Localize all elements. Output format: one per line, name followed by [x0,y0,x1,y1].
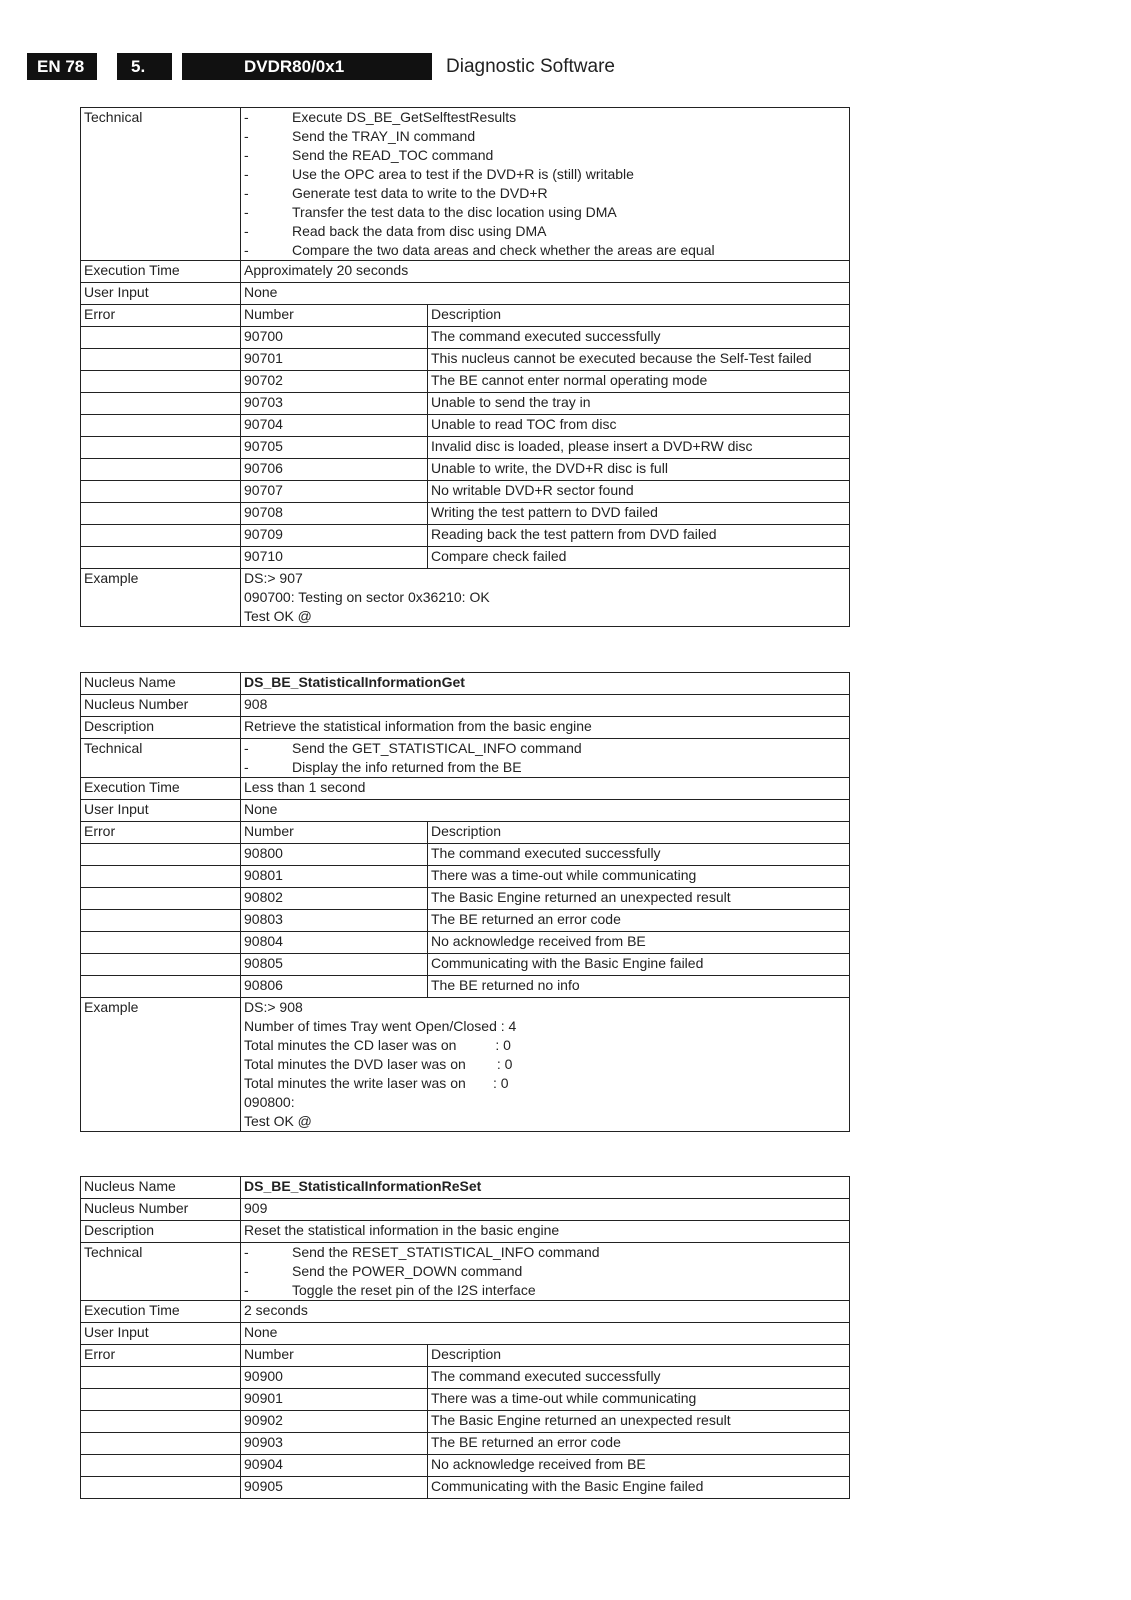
user-input-label: User Input [81,1323,241,1345]
user-input-label: User Input [81,283,241,305]
error-number: 90704 [241,415,428,437]
nucleus-table-909 [80,1176,850,1499]
example-line: Total minutes the write laser was on : 0 [244,1075,509,1091]
page-code: EN 78 [27,53,97,80]
error-label: Error [81,305,241,327]
error-description: Unable to send the tray in [428,393,850,415]
step-dash: - [244,1263,249,1279]
error-row-blank [81,1367,241,1389]
error-description: Unable to read TOC from disc [428,415,850,437]
error-description: No acknowledge received from BE [428,1455,850,1477]
description-label: Description [81,1221,241,1243]
error-number: 90700 [241,327,428,349]
example-line: DS:> 908 [244,999,303,1015]
step-dash: - [244,223,249,239]
nucleus-name-value: DS_BE_StatisticalInformationGet [241,673,850,695]
description-column-header: Description [428,305,850,327]
error-row-blank [81,349,241,371]
error-number: 90702 [241,371,428,393]
technical-step [244,146,846,165]
error-row [81,1367,850,1389]
error-number: 90708 [241,503,428,525]
error-row [81,910,850,932]
step-dash: - [244,759,249,775]
error-description: Communicating with the Basic Engine failed [428,1477,850,1499]
error-row [81,327,850,349]
user-input-value: None [241,1323,850,1345]
nucleus-number-label: Nucleus Number [81,1199,241,1221]
error-number: 90800 [241,844,428,866]
error-row-blank [81,327,241,349]
step-dash: - [244,740,249,756]
error-label: Error [81,1345,241,1367]
technical-step [244,1262,846,1281]
nucleus-table-908 [80,672,850,1132]
technical-steps [241,1243,850,1301]
technical-label: Technical [81,1243,241,1301]
technical-label: Technical [81,739,241,778]
error-description: The command executed successfully [428,1367,850,1389]
user-input-value: None [241,283,850,305]
error-row-blank [81,866,241,888]
technical-step [244,184,846,203]
error-description: Unable to write, the DVD+R disc is full [428,459,850,481]
example-label: Example [81,569,241,627]
error-number: 90801 [241,866,428,888]
step-dash: - [244,1282,249,1298]
error-number: 90900 [241,1367,428,1389]
step-text: Send the GET_STATISTICAL_INFO command [292,740,582,756]
step-text: Transfer the test data to the disc location using DMA [292,204,617,220]
error-row-blank [81,503,241,525]
error-row [81,1433,850,1455]
error-description: The BE returned an error code [428,1433,850,1455]
technical-step [244,222,846,241]
example-line: Total minutes the DVD laser was on : 0 [244,1056,513,1072]
error-row [81,371,850,393]
example-label: Example [81,998,241,1132]
technical-steps [241,739,850,778]
user-input-label: User Input [81,800,241,822]
technical-label: Technical [81,108,241,261]
technical-step [244,203,846,222]
error-description: The BE returned no info [428,976,850,998]
description-value: Reset the statistical information in the basic engine [241,1221,850,1243]
error-number: 90707 [241,481,428,503]
error-row [81,954,850,976]
error-number: 90706 [241,459,428,481]
error-row-blank [81,547,241,569]
error-number: 90802 [241,888,428,910]
error-description: Invalid disc is loaded, please insert a DVD+RW disc [428,437,850,459]
step-dash: - [244,128,249,144]
example-output [241,998,850,1132]
error-description: This nucleus cannot be executed because the Self-Test failed [428,349,850,371]
error-row-blank [81,1411,241,1433]
error-row [81,888,850,910]
execution-time-label: Execution Time [81,778,241,800]
error-row [81,976,850,998]
step-text: Execute DS_BE_GetSelftestResults [292,109,517,125]
error-number: 90904 [241,1455,428,1477]
error-description: The command executed successfully [428,844,850,866]
description-column-header: Description [428,822,850,844]
error-row-blank [81,1433,241,1455]
page-header [27,53,615,80]
error-number: 90705 [241,437,428,459]
nucleus-table-907 [80,107,850,627]
error-row-blank [81,1477,241,1499]
example-line: 090700: Testing on sector 0x36210: OK [244,589,490,605]
step-text: Compare the two data areas and check whether the areas are equal [292,242,715,258]
technical-step [244,108,846,127]
error-description: Writing the test pattern to DVD failed [428,503,850,525]
error-number: 90806 [241,976,428,998]
error-row-blank [81,371,241,393]
nucleus-name-label: Nucleus Name [81,1177,241,1199]
execution-time-value: Less than 1 second [241,778,850,800]
error-row-blank [81,481,241,503]
error-row-blank [81,459,241,481]
error-row [81,415,850,437]
error-number: 90709 [241,525,428,547]
error-description: No acknowledge received from BE [428,932,850,954]
step-dash: - [244,204,249,220]
error-number: 90804 [241,932,428,954]
error-row [81,1411,850,1433]
technical-step [244,739,846,758]
number-column-header: Number [241,822,428,844]
error-row-blank [81,932,241,954]
error-row-blank [81,844,241,866]
error-label: Error [81,822,241,844]
error-row [81,459,850,481]
error-row-blank [81,888,241,910]
nucleus-number-value: 908 [241,695,850,717]
error-number: 90803 [241,910,428,932]
example-line: DS:> 907 [244,570,303,586]
step-text: Generate test data to write to the DVD+R [292,185,548,201]
step-text: Send the RESET_STATISTICAL_INFO command [292,1244,600,1260]
error-row [81,393,850,415]
user-input-value: None [241,800,850,822]
error-description: The Basic Engine returned an unexpected result [428,1411,850,1433]
execution-time-value: 2 seconds [241,1301,850,1323]
error-row [81,349,850,371]
error-description: The Basic Engine returned an unexpected result [428,888,850,910]
error-description: Reading back the test pattern from DVD failed [428,525,850,547]
error-row-blank [81,976,241,998]
error-row [81,844,850,866]
execution-time-value: Approximately 20 seconds [241,261,850,283]
error-description: There was a time-out while communicating [428,1389,850,1411]
description-value: Retrieve the statistical information from the basic engine [241,717,850,739]
error-description: The BE returned an error code [428,910,850,932]
error-row-blank [81,437,241,459]
step-text: Toggle the reset pin of the I2S interface [292,1282,536,1298]
description-column-header: Description [428,1345,850,1367]
error-description: The command executed successfully [428,327,850,349]
example-output [241,569,850,627]
description-label: Description [81,717,241,739]
nucleus-name-value: DS_BE_StatisticalInformationReSet [241,1177,850,1199]
error-row [81,547,850,569]
error-number: 90805 [241,954,428,976]
technical-step [244,165,846,184]
step-dash: - [244,147,249,163]
technical-step [244,241,846,260]
step-text: Send the POWER_DOWN command [292,1263,523,1279]
step-text: Read back the data from disc using DMA [292,223,547,239]
error-number: 90703 [241,393,428,415]
error-row-blank [81,1389,241,1411]
error-number: 90902 [241,1411,428,1433]
example-line: Total minutes the CD laser was on : 0 [244,1037,511,1053]
nucleus-name-label: Nucleus Name [81,673,241,695]
error-description: Communicating with the Basic Engine failed [428,954,850,976]
error-row [81,525,850,547]
error-number: 90905 [241,1477,428,1499]
step-dash: - [244,166,249,182]
example-line: Number of times Tray went Open/Closed : 4 [244,1018,517,1034]
error-number: 90901 [241,1389,428,1411]
error-description: No writable DVD+R sector found [428,481,850,503]
error-row [81,866,850,888]
step-dash: - [244,109,249,125]
step-text: Use the OPC area to test if the DVD+R is (still) writable [292,166,634,182]
error-row [81,503,850,525]
step-text: Send the READ_TOC command [292,147,494,163]
error-row [81,932,850,954]
step-dash: - [244,242,249,258]
error-number: 90710 [241,547,428,569]
error-row-blank [81,415,241,437]
error-row-blank [81,954,241,976]
error-row [81,1477,850,1499]
step-dash: - [244,1244,249,1260]
error-row [81,1455,850,1477]
step-text: Display the info returned from the BE [292,759,522,775]
error-row [81,1389,850,1411]
execution-time-label: Execution Time [81,261,241,283]
nucleus-number-value: 909 [241,1199,850,1221]
error-row-blank [81,525,241,547]
technical-step [244,1281,846,1300]
number-column-header: Number [241,1345,428,1367]
error-description: The BE cannot enter normal operating mode [428,371,850,393]
number-column-header: Number [241,305,428,327]
error-number: 90903 [241,1433,428,1455]
page-title: Diagnostic Software [446,55,615,77]
example-line: Test OK @ [244,608,312,624]
step-text: Send the TRAY_IN command [292,128,476,144]
technical-step [244,1243,846,1262]
section-number: 5. [117,53,172,80]
technical-step [244,758,846,777]
error-row-blank [81,1455,241,1477]
example-line: Test OK @ [244,1113,312,1129]
error-row-blank [81,910,241,932]
error-number: 90701 [241,349,428,371]
technical-steps [241,108,850,261]
error-row [81,437,850,459]
error-row-blank [81,393,241,415]
example-line: 090800: [244,1094,295,1110]
execution-time-label: Execution Time [81,1301,241,1323]
technical-step [244,127,846,146]
error-description: Compare check failed [428,547,850,569]
nucleus-number-label: Nucleus Number [81,695,241,717]
model-name: DVDR80/0x1 [182,53,432,80]
step-dash: - [244,185,249,201]
error-row [81,481,850,503]
error-description: There was a time-out while communicating [428,866,850,888]
